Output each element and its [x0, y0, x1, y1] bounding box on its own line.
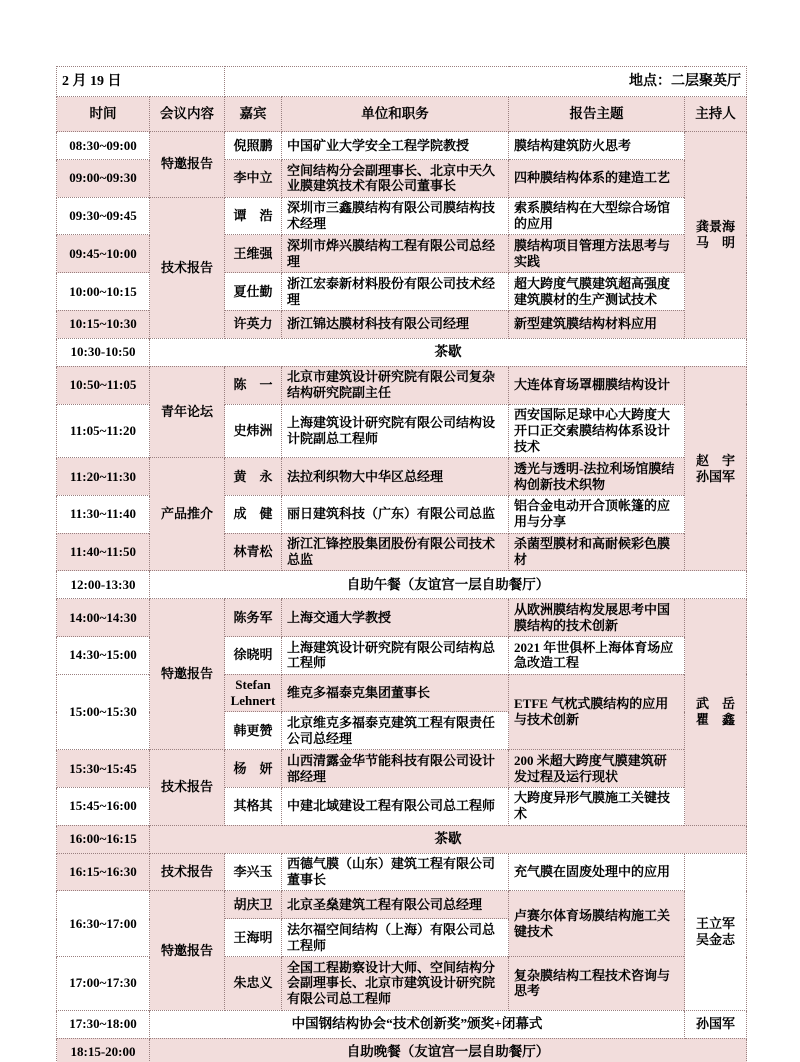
guest-cell: 韩更赞: [225, 712, 282, 750]
host-name: 赵 宇: [695, 452, 735, 468]
time-cell: 16:00~16:15: [57, 825, 150, 853]
header-row: [57, 97, 747, 132]
time-cell: 18:15-20:00: [57, 1038, 150, 1062]
topic-cell: 大跨度异形气膜施工关键技术: [509, 787, 685, 825]
guest-cell: 李中立: [225, 160, 282, 198]
topic-cell: 2021 年世俱杯上海体育场应急改造工程: [509, 637, 685, 675]
time-cell: 09:30~09:45: [57, 197, 150, 235]
col-header-host: 主持人: [685, 97, 747, 132]
guest-cell: 徐晓明: [225, 637, 282, 675]
time-cell: 16:15~16:30: [57, 853, 150, 891]
table-row: [57, 458, 747, 496]
topic-cell: 铝合金电动开合顶帐篷的应用与分享: [509, 495, 685, 533]
topic-cell: 西安国际足球中心大跨度大开口正交索膜结构体系设计技术: [509, 404, 685, 458]
org-cell: 上海交通大学教授: [282, 599, 509, 637]
topic-cell: 膜结构建筑防火思考: [509, 132, 685, 160]
table-row: [57, 1038, 747, 1062]
guest-cell: 夏仕勤: [225, 273, 282, 311]
time-cell: 09:45~10:00: [57, 235, 150, 273]
table-row: [57, 891, 747, 919]
org-cell: 上海建筑设计研究院有限公司结构设计院副总工程师: [282, 404, 509, 458]
topic-cell: 透光与透明-法拉利场馆膜结构创新技术织物: [509, 458, 685, 496]
table-row: [57, 571, 747, 599]
topic-cell: 超大跨度气膜建筑超高强度建筑膜材的生产测试技术: [509, 273, 685, 311]
guest-cell: 许英力: [225, 310, 282, 338]
host-name: 龚景海: [695, 219, 735, 235]
org-cell: 北京圣燊建筑工程有限公司总经理: [282, 891, 509, 919]
org-cell: 上海建筑设计研究院有限公司结构总工程师: [282, 637, 509, 675]
host-cell: [685, 366, 747, 570]
time-cell: 08:30~09:00: [57, 132, 150, 160]
table-row: [57, 599, 747, 637]
org-cell: 西德气膜（山东）建筑工程有限公司董事长: [282, 853, 509, 891]
time-cell: 09:00~09:30: [57, 160, 150, 198]
guest-cell: Stefan Lehnert: [225, 674, 282, 712]
org-cell: 丽日建筑科技（广东）有限公司总监: [282, 495, 509, 533]
topic-cell: 200 米超大跨度气膜建筑研发过程及运行现状: [509, 750, 685, 788]
time-cell: 11:20~11:30: [57, 458, 150, 496]
session-cell: 特邀报告: [150, 599, 225, 750]
table-row: [57, 197, 747, 235]
table-row: [57, 825, 747, 853]
time-cell: 15:45~16:00: [57, 787, 150, 825]
time-cell: 11:05~11:20: [57, 404, 150, 458]
topic-cell: 膜结构项目管理方法思考与实践: [509, 235, 685, 273]
time-cell: 15:00~15:30: [57, 674, 150, 749]
guest-cell: 成 健: [225, 495, 282, 533]
guest-cell: 胡庆卫: [225, 891, 282, 919]
time-cell: 12:00-13:30: [57, 571, 150, 599]
session-cell: 技术报告: [150, 853, 225, 891]
host-name: 孙国军: [695, 468, 735, 484]
topic-cell: 杀菌型膜材和高耐候彩色膜材: [509, 533, 685, 571]
break-cell: 茶歇: [150, 825, 747, 853]
time-cell: 17:00~17:30: [57, 957, 150, 1011]
org-cell: 中建北域建设工程有限公司总工程师: [282, 787, 509, 825]
col-header-session: 会议内容: [150, 97, 225, 132]
topic-cell: 复杂膜结构工程技术咨询与思考: [509, 957, 685, 1011]
org-cell: 山西清露金华节能科技有限公司设计部经理: [282, 750, 509, 788]
session-cell: 特邀报告: [150, 132, 225, 198]
time-cell: 14:00~14:30: [57, 599, 150, 637]
break-cell: 茶歇: [150, 338, 747, 366]
guest-cell: 林青松: [225, 533, 282, 571]
host-name: 武 岳: [695, 696, 735, 712]
col-header-topic: 报告主题: [509, 97, 685, 132]
ceremony-cell: 中国钢结构协会“技术创新奖”颁奖+闭幕式: [150, 1010, 685, 1038]
time-cell: 10:30-10:50: [57, 338, 150, 366]
time-cell: 10:00~10:15: [57, 273, 150, 311]
time-cell: 10:15~10:30: [57, 310, 150, 338]
lunch-cell: 自助午餐（友谊宫一层自助餐厅）: [150, 571, 747, 599]
host-name: 吴金志: [695, 931, 735, 947]
guest-cell: 李兴玉: [225, 853, 282, 891]
host-cell: [685, 853, 747, 1010]
topic-cell: 新型建筑膜结构材料应用: [509, 310, 685, 338]
time-cell: 11:30~11:40: [57, 495, 150, 533]
time-cell: 14:30~15:00: [57, 637, 150, 675]
host-cell: [685, 599, 747, 825]
guest-cell: 杨 妍: [225, 750, 282, 788]
schedule-table: [56, 66, 747, 1062]
table-row: [57, 1010, 747, 1038]
org-cell: 浙江锦达膜材科技有限公司经理: [282, 310, 509, 338]
location-label: 地点：二层聚英厅: [225, 67, 747, 97]
host-cell: [685, 132, 747, 339]
org-cell: 深圳市烨兴膜结构工程有限公司总经理: [282, 235, 509, 273]
guest-cell: 王海明: [225, 919, 282, 957]
org-cell: 北京维克多福泰克建筑工程有限责任公司总经理: [282, 712, 509, 750]
col-header-org: 单位和职务: [282, 97, 509, 132]
guest-cell: 倪照鹏: [225, 132, 282, 160]
time-cell: 17:30~18:00: [57, 1010, 150, 1038]
topic-cell: ETFE 气枕式膜结构的应用与技术创新: [509, 674, 685, 749]
session-cell: 技术报告: [150, 750, 225, 825]
host-name: 马 明: [695, 234, 735, 250]
topic-cell: 从欧洲膜结构发展思考中国膜结构的技术创新: [509, 599, 685, 637]
host-name: 瞿 鑫: [695, 711, 735, 727]
session-cell: 特邀报告: [150, 891, 225, 1010]
topic-cell: 索系膜结构在大型综合场馆的应用: [509, 197, 685, 235]
date-label: 2 月 19 日: [57, 67, 225, 97]
dinner-cell: 自助晚餐（友谊宫一层自助餐厅）: [150, 1038, 747, 1062]
guest-cell: 陈 一: [225, 366, 282, 404]
session-cell: 青年论坛: [150, 366, 225, 457]
guest-cell: 史炜洲: [225, 404, 282, 458]
org-cell: 空间结构分会副理事长、北京中天久业膜建筑技术有限公司董事长: [282, 160, 509, 198]
table-row: [57, 338, 747, 366]
time-cell: 15:30~15:45: [57, 750, 150, 788]
guest-cell: 黄 永: [225, 458, 282, 496]
session-cell: 技术报告: [150, 197, 225, 338]
org-cell: 浙江汇锋控股集团股份有限公司技术总监: [282, 533, 509, 571]
guest-cell: 王维强: [225, 235, 282, 273]
col-header-time: 时间: [57, 97, 150, 132]
org-cell: 深圳市三鑫膜结构有限公司膜结构技术经理: [282, 197, 509, 235]
table-row: [57, 366, 747, 404]
time-cell: 16:30~17:00: [57, 891, 150, 957]
org-cell: 浙江宏泰新材料股份有限公司技术经理: [282, 273, 509, 311]
org-cell: 法尔福空间结构（上海）有限公司总工程师: [282, 919, 509, 957]
time-cell: 11:40~11:50: [57, 533, 150, 571]
topic-cell: 四种膜结构体系的建造工艺: [509, 160, 685, 198]
table-row: [57, 853, 747, 891]
time-cell: 10:50~11:05: [57, 366, 150, 404]
org-cell: 中国矿业大学安全工程学院教授: [282, 132, 509, 160]
org-cell: 维克多福泰克集团董事长: [282, 674, 509, 712]
guest-cell: 其格其: [225, 787, 282, 825]
host-cell: [685, 1010, 747, 1038]
guest-cell: 谭 浩: [225, 197, 282, 235]
date-row: [57, 67, 747, 97]
topic-cell: 充气膜在固废处理中的应用: [509, 853, 685, 891]
org-cell: 全国工程勘察设计大师、空间结构分会副理事长、北京市建筑设计研究院有限公司总工程师: [282, 957, 509, 1011]
table-row: [57, 750, 747, 788]
guest-cell: 朱忠义: [225, 957, 282, 1011]
host-name: 王立军: [695, 915, 735, 931]
host-name: 孙国军: [695, 1016, 735, 1032]
table-row: [57, 132, 747, 160]
topic-cell: 卢赛尔体育场膜结构施工关键技术: [509, 891, 685, 957]
session-cell: 产品推介: [150, 458, 225, 571]
org-cell: 北京市建筑设计研究院有限公司复杂结构研究院副主任: [282, 366, 509, 404]
org-cell: 法拉利织物大中华区总经理: [282, 458, 509, 496]
col-header-guest: 嘉宾: [225, 97, 282, 132]
guest-cell: 陈务军: [225, 599, 282, 637]
topic-cell: 大连体育场罩棚膜结构设计: [509, 366, 685, 404]
